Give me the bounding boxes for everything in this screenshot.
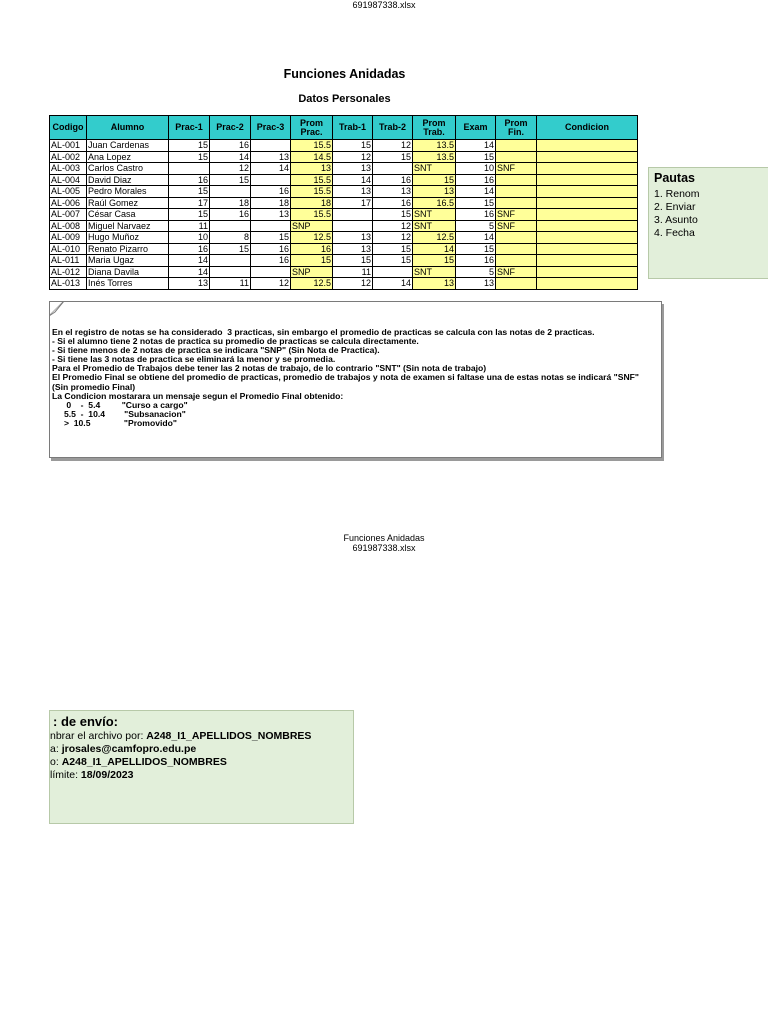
table-row	[50, 255, 638, 267]
table-row	[50, 186, 638, 198]
table-cell[interactable]	[537, 220, 638, 232]
table-cell[interactable]: Diana Davila	[87, 266, 169, 278]
table-cell[interactable]: 15	[333, 140, 373, 152]
table-cell[interactable]: 18	[251, 197, 291, 209]
table-cell[interactable]	[251, 266, 291, 278]
table-cell[interactable]: 13	[169, 278, 210, 290]
table-cell[interactable]: Renato Pizarro	[87, 243, 169, 255]
table-cell[interactable]: 13	[413, 186, 456, 198]
pautas-card	[648, 167, 768, 279]
pautas-title: Pautas	[654, 171, 695, 185]
table-cell[interactable]: 11	[333, 266, 373, 278]
table-cell[interactable]: 15.5	[291, 186, 333, 198]
table-cell[interactable]: 14	[169, 266, 210, 278]
table-cell[interactable]: 12	[373, 232, 413, 244]
table-cell[interactable]: 13	[373, 186, 413, 198]
table-cell[interactable]: 16	[456, 255, 496, 267]
table-row	[50, 197, 638, 209]
table-cell[interactable]: 16	[456, 209, 496, 221]
col-header[interactable]: Trab-2	[373, 116, 413, 140]
table-cell[interactable]: 13	[251, 151, 291, 163]
col-header[interactable]: Trab-1	[333, 116, 373, 140]
envio-value: jrosales@camfopro.edu.pe	[61, 743, 197, 755]
table-row	[50, 209, 638, 221]
table-cell[interactable]	[210, 266, 251, 278]
table-row	[50, 232, 638, 244]
table-cell[interactable]	[169, 163, 210, 175]
col-header[interactable]: Codigo	[50, 116, 87, 140]
table-cell[interactable]: 15	[456, 243, 496, 255]
table-cell[interactable]: 14	[456, 232, 496, 244]
table-cell[interactable]: 16	[210, 209, 251, 221]
pautas-line: 4. Fecha	[654, 227, 695, 239]
table-cell[interactable]: 15	[291, 255, 333, 267]
table-cell[interactable]: SNP	[291, 220, 333, 232]
table-cell[interactable]: SNF	[496, 266, 537, 278]
table-cell[interactable]: 15	[373, 255, 413, 267]
table-cell[interactable]: 13	[333, 232, 373, 244]
table-cell[interactable]: 12	[373, 140, 413, 152]
envio-label: límite:	[50, 769, 81, 781]
table-cell[interactable]: 11	[169, 220, 210, 232]
envio-value: A248_I1_APELLIDOS_NOMBRES	[146, 730, 312, 742]
table-cell[interactable]: 16	[210, 140, 251, 152]
table-cell[interactable]	[333, 220, 373, 232]
table-cell[interactable]: SNF	[496, 209, 537, 221]
table-cell[interactable]: SNT	[413, 266, 456, 278]
table-cell[interactable]: 14	[456, 186, 496, 198]
table-cell[interactable]	[251, 140, 291, 152]
table-cell[interactable]: AL-009	[50, 232, 87, 244]
table-cell[interactable]: 15.5	[291, 174, 333, 186]
col-header[interactable]: Prom Prac.	[291, 116, 333, 140]
table-cell[interactable]	[496, 174, 537, 186]
table-cell[interactable]: 15	[373, 151, 413, 163]
table-cell[interactable]: 12	[333, 278, 373, 290]
pautas-line: 3. Asunto	[654, 214, 698, 226]
table-cell[interactable]	[537, 209, 638, 221]
table-cell[interactable]: 13	[413, 278, 456, 290]
folded-corner-icon	[49, 301, 65, 317]
table-cell[interactable]: 12	[210, 163, 251, 175]
table-cell[interactable]	[333, 209, 373, 221]
table-cell[interactable]: 15	[456, 151, 496, 163]
table-cell[interactable]: 16	[251, 186, 291, 198]
table-cell[interactable]	[537, 232, 638, 244]
table-cell[interactable]: AL-004	[50, 174, 87, 186]
table-cell[interactable]	[496, 243, 537, 255]
table-row	[50, 174, 638, 186]
table-cell[interactable]: AL-013	[50, 278, 87, 290]
table-cell[interactable]: 5	[456, 266, 496, 278]
envio-label: nbrar el archivo por:	[50, 730, 147, 742]
envio-line-deadline	[50, 769, 133, 781]
table-cell[interactable]	[496, 278, 537, 290]
table-cell[interactable]: 14	[456, 140, 496, 152]
table-cell[interactable]: 16	[169, 243, 210, 255]
table-cell[interactable]: Raúl Gomez	[87, 197, 169, 209]
table-cell[interactable]: 15.5	[291, 209, 333, 221]
table-cell[interactable]: 15	[210, 174, 251, 186]
table-row	[50, 140, 638, 152]
table-cell[interactable]: 13	[333, 243, 373, 255]
table-cell[interactable]: Maria Ugaz	[87, 255, 169, 267]
table-cell[interactable]: 10	[169, 232, 210, 244]
sheet-subtitle: Datos Personales	[298, 93, 391, 105]
table-cell[interactable]: 14	[169, 255, 210, 267]
table-cell[interactable]: 13.5	[413, 151, 456, 163]
table-cell[interactable]: 10	[456, 163, 496, 175]
table-cell[interactable]: 18	[210, 197, 251, 209]
table-cell[interactable]	[210, 186, 251, 198]
table-cell[interactable]: SNT	[413, 209, 456, 221]
table-cell[interactable]: AL-003	[50, 163, 87, 175]
table-row	[50, 243, 638, 255]
table-row	[50, 163, 638, 175]
notes-text: En el registro de notas se ha considerado 3 practicas, sin embargo el promedio de practicas se calcula con las notas de 2 practicas. - Si el alumno tiene 2 notas de practica su promedio de practicas se calcula directamente. - Si tiene menos de 2 notas de practica se indicara "SNP" (Sin Nota de Practica). - Si tiene las 3 notas de practica se eliminará la menor y se promedia. Para el Promedio de Trabajos debe tener las 2 notas de trabajo, de lo contrario "SNT" (Sin nota de trabajo) El Promedio Final se obtiene del promedio de practicas, promedio de trabajos y nota de examen si faltase una de estas notas se indicará "SNF" (Sin promedio Final) La Condicion mostarara un mensaje segun el Promedio Final obtenido: 0 - 5.4 "Curso a cargo" 5.5 - 10.4 "Subsanacion" > 10.5 "Promovido"	[52, 327, 639, 428]
table-row	[50, 151, 638, 163]
table-cell[interactable]: Juan Cardenas	[87, 140, 169, 152]
table-cell[interactable]	[537, 243, 638, 255]
table-cell[interactable]: 16	[373, 197, 413, 209]
table-cell[interactable]	[496, 140, 537, 152]
envio-label: a:	[50, 743, 62, 755]
table-cell[interactable]: 16	[251, 255, 291, 267]
col-header[interactable]: Prac-1	[169, 116, 210, 140]
table-cell[interactable]	[210, 220, 251, 232]
col-header[interactable]: Prac-3	[251, 116, 291, 140]
table-cell[interactable]: 17	[333, 197, 373, 209]
sheet-title: Funciones Anidadas	[283, 67, 406, 81]
col-header[interactable]: Exam	[456, 116, 496, 140]
table-cell[interactable]: AL-001	[50, 140, 87, 152]
table-cell[interactable]: 16	[456, 174, 496, 186]
table-cell[interactable]	[537, 266, 638, 278]
table-cell[interactable]: Miguel Narvaez	[87, 220, 169, 232]
table-cell[interactable]	[496, 151, 537, 163]
envio-title: : de envío:	[53, 714, 119, 729]
table-cell[interactable]: AL-005	[50, 186, 87, 198]
table-cell[interactable]: AL-008	[50, 220, 87, 232]
table-cell[interactable]: 15	[169, 151, 210, 163]
table-cell[interactable]: 16	[251, 243, 291, 255]
table-cell[interactable]	[496, 232, 537, 244]
envio-line-email	[50, 743, 196, 755]
table-row	[50, 220, 638, 232]
envio-line-filename	[50, 730, 311, 742]
table-cell[interactable]: 12	[373, 220, 413, 232]
col-header[interactable]: Condicion	[537, 116, 638, 140]
table-cell[interactable]: 15	[169, 186, 210, 198]
table-cell[interactable]: SNF	[496, 220, 537, 232]
table-cell[interactable]: 15	[169, 140, 210, 152]
table-cell[interactable]: 15	[413, 174, 456, 186]
table-cell[interactable]: 15	[169, 209, 210, 221]
table-cell[interactable]: 15	[251, 232, 291, 244]
table-cell[interactable]: SNT	[413, 163, 456, 175]
header-filename: 691987338.xlsx	[352, 0, 416, 10]
table-cell[interactable]: David Diaz	[87, 174, 169, 186]
table-cell[interactable]: 12	[251, 278, 291, 290]
table-cell[interactable]	[496, 197, 537, 209]
table-cell[interactable]	[537, 151, 638, 163]
table-cell[interactable]	[251, 174, 291, 186]
table-cell[interactable]: 14	[413, 243, 456, 255]
table-cell[interactable]: 8	[210, 232, 251, 244]
table-cell[interactable]: 16.5	[413, 197, 456, 209]
table-cell[interactable]: 15	[456, 197, 496, 209]
table-cell[interactable]	[496, 255, 537, 267]
col-header[interactable]: Alumno	[87, 116, 169, 140]
col-header[interactable]: Prom Trab.	[413, 116, 456, 140]
table-cell[interactable]: 14.5	[291, 151, 333, 163]
table-row	[50, 266, 638, 278]
col-header[interactable]: Prom Fin.	[496, 116, 537, 140]
table-cell[interactable]: 17	[169, 197, 210, 209]
table-cell[interactable]	[373, 163, 413, 175]
table-cell[interactable]	[373, 266, 413, 278]
table-cell[interactable]: AL-011	[50, 255, 87, 267]
table-cell[interactable]: SNF	[496, 163, 537, 175]
pautas-line: 1. Renom	[654, 188, 700, 200]
table-cell[interactable]: 14	[210, 151, 251, 163]
table-cell[interactable]: SNP	[291, 266, 333, 278]
table-cell[interactable]: 12.5	[291, 278, 333, 290]
table-cell[interactable]: 16	[169, 174, 210, 186]
page-footer-title: Funciones Anidadas	[343, 533, 425, 543]
table-cell[interactable]: 15	[333, 255, 373, 267]
table-cell[interactable]: AL-002	[50, 151, 87, 163]
table-cell[interactable]: 13	[291, 163, 333, 175]
table-cell[interactable]	[537, 255, 638, 267]
table-cell[interactable]	[537, 278, 638, 290]
table-cell[interactable]: 13	[333, 163, 373, 175]
table-cell[interactable]: 13	[456, 278, 496, 290]
envio-value: 18/09/2023	[80, 769, 134, 781]
table-cell[interactable]: Ana Lopez	[87, 151, 169, 163]
table-cell[interactable]: Carlos Castro	[87, 163, 169, 175]
table-cell[interactable]: 15	[373, 209, 413, 221]
table-header-row	[50, 116, 638, 140]
table-cell[interactable]	[537, 197, 638, 209]
table-cell[interactable]	[537, 140, 638, 152]
table-cell[interactable]	[496, 186, 537, 198]
table-cell[interactable]: Pedro Morales	[87, 186, 169, 198]
table-cell[interactable]: SNT	[413, 220, 456, 232]
table-cell[interactable]: 13.5	[413, 140, 456, 152]
table-cell[interactable]: 15.5	[291, 140, 333, 152]
table-row	[50, 278, 638, 290]
table-cell[interactable]: 16	[373, 174, 413, 186]
table-cell[interactable]: 11	[210, 278, 251, 290]
table-cell[interactable]: AL-012	[50, 266, 87, 278]
envio-line-subject	[50, 756, 227, 768]
table-cell[interactable]	[537, 174, 638, 186]
table-cell[interactable]: AL-010	[50, 243, 87, 255]
table-cell[interactable]: AL-006	[50, 197, 87, 209]
table-cell[interactable]: 15	[413, 255, 456, 267]
table-cell[interactable]: César Casa	[87, 209, 169, 221]
envio-card	[49, 710, 354, 824]
grades-table	[49, 115, 638, 290]
table-cell[interactable]: 15	[373, 243, 413, 255]
pautas-line: 2. Enviar	[654, 201, 696, 213]
notes-comment-box[interactable]	[49, 301, 662, 458]
envio-value: A248_I1_APELLIDOS_NOMBRES	[61, 756, 227, 768]
table-cell[interactable]: 16	[291, 243, 333, 255]
table-cell[interactable]: 12.5	[413, 232, 456, 244]
table-cell[interactable]: 13	[251, 209, 291, 221]
table-cell[interactable]: 12.5	[291, 232, 333, 244]
table-cell[interactable]: Hugo Muñoz	[87, 232, 169, 244]
table-cell[interactable]: 14	[333, 174, 373, 186]
table-cell[interactable]: 18	[291, 197, 333, 209]
table-cell[interactable]: 14	[251, 163, 291, 175]
page-footer-filename: 691987338.xlsx	[352, 543, 416, 553]
table-cell[interactable]	[251, 220, 291, 232]
table-cell[interactable]: Inés Torres	[87, 278, 169, 290]
table-cell[interactable]: 14	[373, 278, 413, 290]
table-cell[interactable]: 13	[333, 186, 373, 198]
table-cell[interactable]: AL-007	[50, 209, 87, 221]
envio-label: o:	[50, 756, 62, 768]
table-cell[interactable]	[210, 255, 251, 267]
table-cell[interactable]: 15	[210, 243, 251, 255]
table-cell[interactable]: 5	[456, 220, 496, 232]
table-cell[interactable]	[537, 163, 638, 175]
table-cell[interactable]: 12	[333, 151, 373, 163]
col-header[interactable]: Prac-2	[210, 116, 251, 140]
table-cell[interactable]	[537, 186, 638, 198]
